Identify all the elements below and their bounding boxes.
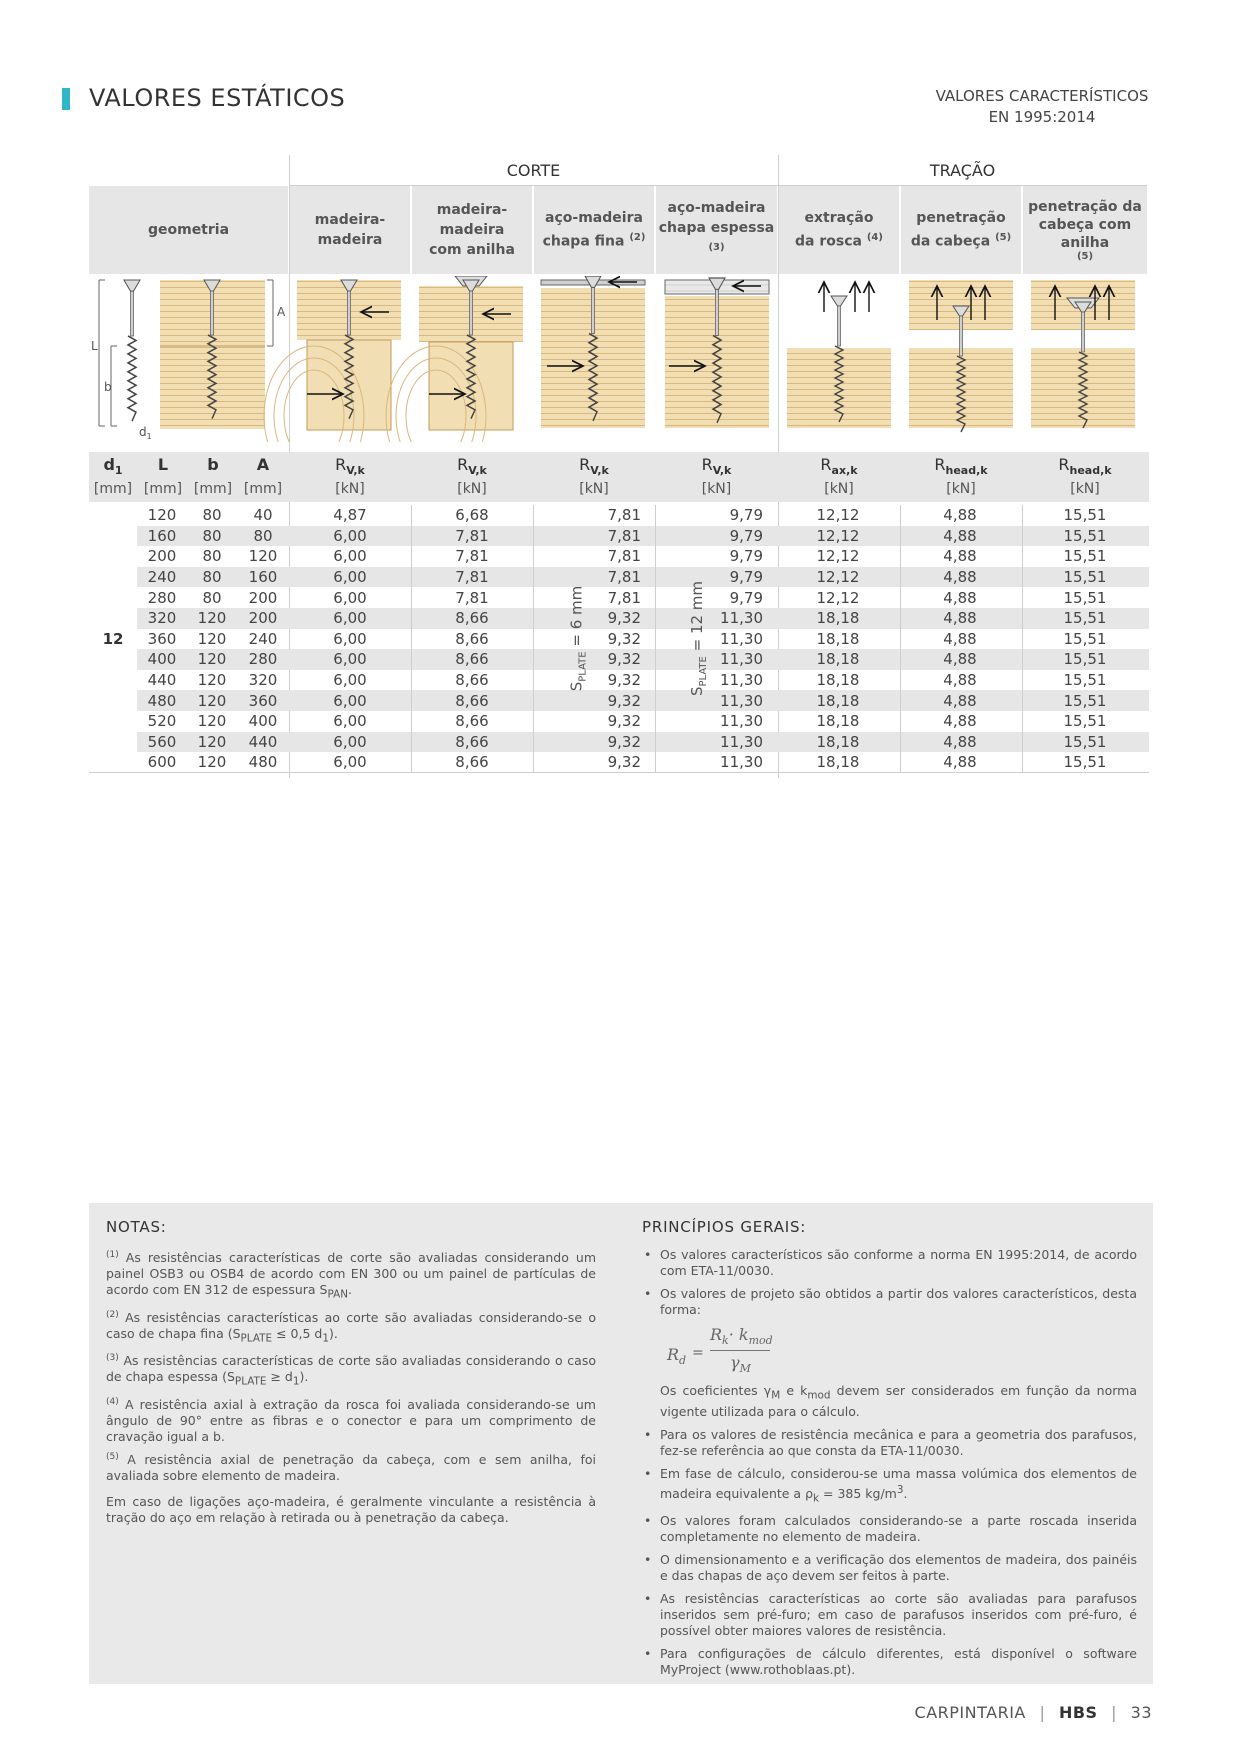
note-item: $^{(4)}$ A resistência axial à extração da rosca foi avaliada considerando-se um ângulo de 90° entre as fibras e o conector e para um comprimento de cravação igual a b.	[106, 1396, 596, 1445]
footer-section: CARPINTARIA	[914, 1703, 1026, 1722]
title-accent-bar	[62, 88, 70, 110]
subtitle-line-2: EN 1995:2014	[988, 108, 1096, 126]
table-cell: 12,12	[777, 526, 899, 547]
table-cell: 6,00	[289, 526, 411, 547]
notes-title: NOTAS:	[106, 1218, 167, 1236]
table-row	[89, 546, 1149, 567]
col-divider	[655, 505, 656, 773]
notes-list	[106, 1247, 596, 1526]
table-cell: 40	[253, 506, 273, 525]
table-cell: 4,88	[943, 629, 977, 648]
table-cell: 4,88	[943, 712, 977, 731]
splate-fina-label: $S_{PLATE} = 6$ mm	[567, 585, 589, 692]
principle-item: • Os valores de projeto são obtidos a partir dos valores característicos, desta forma:	[642, 1286, 1137, 1318]
table-cell: 6,00	[333, 547, 367, 566]
table-cell: 4,88	[899, 526, 1021, 547]
table-cell	[89, 670, 137, 691]
table-cell: 8,66	[455, 629, 489, 648]
table-cell: 15,51	[1021, 649, 1149, 670]
table-cell: 4,87	[333, 506, 367, 525]
sym-rvk: $R_{V,k}$	[335, 455, 365, 478]
table-cell: 18,18	[816, 671, 860, 690]
table-cell: 11,30	[720, 671, 763, 690]
table-row	[89, 732, 1149, 753]
table-cell: 15,51	[1021, 732, 1149, 753]
unit-kn: [kN]	[457, 481, 487, 497]
table-cell: 18,18	[777, 608, 899, 629]
table-cell: 560	[137, 732, 187, 753]
table-cell	[89, 690, 137, 711]
table-row	[89, 608, 1149, 629]
table-cell: 15,51	[1063, 671, 1107, 690]
footer-page-number: 33	[1130, 1703, 1152, 1722]
table-cell: 15,51	[1021, 567, 1149, 588]
header-label: aço-madeira	[667, 200, 766, 217]
table-cell: 4,88	[943, 506, 977, 525]
note-item: $^{(2)}$ As resistências características ao corte são avaliadas considerando-se o caso de chapa fina ($S_{PLATE} \le 0,5$ $d_1$).	[106, 1309, 596, 1345]
header-label: chapa espessa	[658, 220, 775, 237]
table-cell: 160	[137, 526, 187, 547]
table-row	[89, 567, 1149, 588]
table-cell: 7,81	[411, 526, 533, 547]
table-cell: 18,18	[777, 690, 899, 711]
table-cell	[89, 505, 137, 526]
table-cell: 520	[147, 712, 177, 731]
sym-raxk: $R_{ax,k}$	[820, 455, 858, 478]
table-cell: 360	[237, 690, 289, 711]
table-cell: 4,88	[943, 671, 977, 690]
table-cell: 9,79	[729, 588, 763, 607]
d1-value: 12	[102, 630, 124, 648]
table-cell: 4,88	[899, 732, 1021, 753]
unit-kn: [kN]	[824, 481, 854, 497]
table-cell: 6,00	[333, 753, 367, 772]
unit-kn: [kN]	[579, 481, 609, 497]
header-label: madeira-madeira	[314, 212, 386, 248]
table-cell: 12,12	[816, 588, 860, 607]
sym-d1: $d_1$	[103, 455, 123, 478]
footnote-ref: (4)	[866, 232, 883, 244]
table-cell: 320	[137, 608, 187, 629]
table-cell: 120	[187, 690, 237, 711]
table-cell: 7,81	[533, 567, 655, 588]
table-cell: 80	[187, 526, 237, 547]
table-cell: 480	[137, 690, 187, 711]
unit-mm: [mm]	[143, 481, 183, 497]
table-cell: 240	[137, 567, 187, 588]
footer-separator: |	[1039, 1703, 1046, 1722]
header-label: penetração	[916, 210, 1006, 227]
sym-rvk: $R_{V,k}$	[457, 455, 487, 478]
table-cell: 7,81	[411, 567, 533, 588]
table-cell	[89, 732, 137, 753]
table-cell: 9,79	[655, 567, 777, 588]
table-cell: 120	[248, 547, 278, 566]
sym-L: L	[157, 455, 169, 474]
table-cell: 200	[248, 588, 278, 607]
sym-b: b	[207, 455, 219, 474]
table-cell: 120	[187, 649, 237, 670]
geom-label-b: b	[104, 380, 112, 394]
table-cell: 8,66	[411, 690, 533, 711]
coef-note: Os coeficientes $\gamma_M$ e $k_{mod}$ devem ser considerados em função da norma vigente utilizada para o cálculo.	[660, 1383, 1137, 1419]
note-extra: Em caso de ligações aço-madeira, é geralmente vinculante a resistência à tração do aço em relação à retirada ou à penetração da cabeça.	[106, 1494, 596, 1526]
note-item: $^{(3)}$ As resistências características de corte são avaliadas considerando o caso de chapa espessa $(S_{PLATE} \ge d_1)$.	[106, 1353, 596, 1388]
table-cell: 9,32	[533, 690, 655, 711]
table-row	[89, 526, 1149, 547]
table-cell: 15,51	[1063, 506, 1107, 525]
table-cell: 280	[237, 649, 289, 670]
header-label: penetração da	[1028, 199, 1142, 215]
splate-espessa-label: $S_{PLATE} = 12$ mm	[688, 580, 710, 697]
table-cell: 15,51	[1021, 526, 1149, 547]
table-bottom-line	[89, 772, 1149, 773]
principle-item: • Os valores foram calculados considerando-se a parte roscada inserida completamente no elemento de madeira.	[642, 1513, 1137, 1545]
principle-item: • O dimensionamento e a verificação dos elementos de madeira, dos painéis e das chapas de aço devem ser feitos à parte.	[642, 1552, 1137, 1584]
table-cell: 80	[202, 588, 222, 607]
table-cell: 7,81	[455, 547, 489, 566]
principle-item: • Para configurações de cálculo diferentes, está disponível o software MyProject (www.rothoblaas.pt).	[642, 1646, 1137, 1678]
footnote-ref: (2)	[629, 232, 646, 244]
header-label: geometria	[147, 222, 230, 238]
header-geometria	[89, 186, 288, 274]
table-cell: 7,81	[533, 526, 655, 547]
header-label: da rosca	[795, 233, 862, 250]
note-item: $^{(5)}$ A resistência axial de penetração da cabeça, com e sem anilha, foi avaliada sobre elemento de madeira.	[106, 1452, 596, 1484]
table-cell: 9,79	[729, 547, 763, 566]
table-cell	[89, 567, 137, 588]
table-cell: 120	[187, 608, 237, 629]
principle-item: • Em fase de cálculo, considerou-se uma massa volúmica dos elementos de madeira equivalente a $\rho_k = 385$ $kg/m^3$.	[642, 1466, 1137, 1507]
table-cell: 4,88	[899, 690, 1021, 711]
header-aco-fina	[534, 186, 654, 274]
table-cell: 400	[248, 712, 278, 731]
table-cell: 11,30	[720, 712, 763, 731]
table-cell: 9,32	[607, 629, 641, 648]
table-cell: 12,12	[777, 567, 899, 588]
table-cell: 7,81	[607, 506, 641, 525]
table-cell: 6,00	[333, 629, 367, 648]
illustrations	[89, 276, 1149, 442]
table-cell: 120	[187, 732, 237, 753]
table-cell: 4,88	[899, 649, 1021, 670]
table-cell	[89, 649, 137, 670]
table-cell: 6,00	[333, 671, 367, 690]
table-cell: 18,18	[816, 629, 860, 648]
table-cell: 240	[248, 629, 278, 648]
table-cell: 15,51	[1063, 629, 1107, 648]
table-cell: 120	[197, 671, 227, 690]
table-cell: 9,32	[607, 753, 641, 772]
table-cell: 4,88	[943, 588, 977, 607]
sym-A: A	[256, 455, 270, 474]
notes-box	[89, 1203, 1153, 1684]
header-extracao	[779, 186, 899, 274]
formula: $R_d$ = $R_k\cdot k_{mod}$ $\gamma_M$	[667, 1325, 773, 1376]
subtitle-line-1: VALORES CARACTERÍSTICOS	[935, 87, 1149, 105]
header-penetracao	[901, 186, 1021, 274]
table-cell: 6,00	[289, 732, 411, 753]
note-item: $^{(1)}$ As resistências características de corte são avaliadas considerando um painel OSB3 ou OSB4 de acordo com EN 300 ou um painel de partículas de acordo com EN 312 de espessura $S_{PAN}$.	[106, 1250, 596, 1301]
table-cell: 9,32	[533, 649, 655, 670]
table-cell: 440	[147, 671, 177, 690]
footer-separator: |	[1111, 1703, 1118, 1722]
diagram-madeira-anilha	[386, 276, 523, 442]
table-cell: 4,88	[943, 547, 977, 566]
principle-item: • Para os valores de resistência mecânica e para a geometria dos parafusos, fez-se referência ao que consta da ETA-11/0030.	[642, 1427, 1137, 1459]
header-label: cabeça com anilha	[1038, 217, 1132, 251]
header-label: aço-madeira	[545, 210, 643, 227]
geometry-diagram	[99, 280, 273, 429]
header-madeira-madeira	[290, 186, 410, 274]
table-cell: 11,30	[655, 649, 777, 670]
table-cell	[89, 526, 137, 547]
principles-title: PRINCÍPIOS GERAIS:	[642, 1218, 807, 1236]
table-cell: 15,51	[1063, 753, 1107, 772]
table-cell: 200	[147, 547, 177, 566]
diagram-penetracao-anilha	[1031, 280, 1135, 428]
table-cell: 15,51	[1063, 588, 1107, 607]
unit-kn: [kN]	[335, 481, 365, 497]
table-cell: 320	[248, 671, 278, 690]
group-corte: CORTE	[506, 161, 561, 180]
footnote-ref: (3)	[708, 242, 725, 254]
table-cell	[89, 752, 137, 773]
sym-rvk: $R_{V,k}$	[701, 455, 732, 478]
sym-rvk: $R_{V,k}$	[579, 455, 609, 478]
table-cell: 15,51	[1021, 690, 1149, 711]
table-cell: 8,66	[411, 732, 533, 753]
col-divider	[900, 505, 901, 773]
table-cell: 9,32	[607, 671, 641, 690]
table-cell: 120	[197, 753, 227, 772]
table-cell: 8,66	[455, 671, 489, 690]
unit-mm: [mm]	[193, 481, 233, 497]
table-cell: 120	[197, 712, 227, 731]
sym-rheadk: $R_{head,k}$	[1058, 455, 1112, 478]
diagram-penetracao	[909, 280, 1013, 432]
table-row	[89, 587, 1149, 608]
col-divider	[411, 505, 412, 773]
principle-item: • As resistências características ao corte são avaliadas para parafusos inseridos sem pré-furo; em caso de parafusos inseridos com pré-furo, é possível obter maiores valores de resistência.	[642, 1591, 1137, 1639]
table-cell: 6,00	[289, 608, 411, 629]
table-cell	[89, 608, 137, 629]
header-label: chapa fina	[542, 233, 625, 250]
table-cell	[89, 587, 137, 608]
header-label: da cabeça	[910, 233, 991, 250]
table-cell: 200	[237, 608, 289, 629]
header-penetracao-anilha	[1023, 186, 1147, 274]
table-cell: 6,00	[333, 712, 367, 731]
table-cell: 440	[237, 732, 289, 753]
unit-kn: [kN]	[701, 481, 732, 497]
table-cell: 18,18	[777, 649, 899, 670]
table-cell: 6,00	[289, 567, 411, 588]
table-row	[89, 505, 1149, 526]
table-cell: 7,81	[607, 547, 641, 566]
table-cell: 18,18	[777, 732, 899, 753]
unit-kn: [kN]	[1070, 481, 1100, 497]
geom-label-d1: $d_1$	[139, 425, 152, 441]
footnote-ref: (5)	[1076, 251, 1094, 262]
table-cell: 8,66	[411, 608, 533, 629]
table-cell: 8,66	[411, 649, 533, 670]
table-cell: 9,79	[655, 526, 777, 547]
table-cell: 9,32	[533, 608, 655, 629]
group-tracao: TRAÇÃO	[929, 161, 996, 180]
table-row	[89, 752, 1149, 773]
table-cell: 6,68	[455, 506, 489, 525]
table-cell: 8,66	[455, 753, 489, 772]
table-cell: 12,12	[816, 506, 860, 525]
table-cell: 15,51	[1021, 608, 1149, 629]
table-cell: 6,00	[333, 588, 367, 607]
table-cell: 80	[202, 547, 222, 566]
table-cell	[89, 546, 137, 567]
table-cell: 6,00	[289, 649, 411, 670]
diagram-extracao	[787, 282, 891, 428]
table-cell: 4,88	[899, 567, 1021, 588]
table-cell: 15,51	[1063, 712, 1107, 731]
table-cell: 360	[147, 629, 177, 648]
table-cell: 7,81	[607, 588, 641, 607]
header-madeira-anilha	[412, 186, 532, 274]
table-row	[89, 629, 1149, 650]
table-cell: 280	[147, 588, 177, 607]
table-cell: 4,88	[899, 608, 1021, 629]
page-footer	[915, 1703, 1152, 1722]
table-cell: 11,30	[720, 629, 763, 648]
table-cell: 400	[137, 649, 187, 670]
table-cell: 7,81	[455, 588, 489, 607]
table-cell: 15,51	[1063, 547, 1107, 566]
col-divider	[1022, 505, 1023, 773]
table-cell: 11,30	[655, 608, 777, 629]
geom-label-A: A	[277, 305, 286, 319]
table-cell: 9,32	[533, 732, 655, 753]
principles-list	[642, 1247, 1137, 1685]
table-cell: 6,00	[289, 690, 411, 711]
table-cell: 4,88	[943, 753, 977, 772]
table-row	[89, 711, 1149, 732]
table-cell: 12,12	[816, 547, 860, 566]
table-cell: 9,32	[607, 712, 641, 731]
table-cell: 18,18	[816, 712, 860, 731]
table-row	[89, 670, 1149, 691]
principle-item: • Os valores característicos são conforme a norma EN 1995:2014, de acordo com ETA-11/0030.	[642, 1247, 1137, 1279]
diagram-aco-fina	[541, 276, 645, 428]
table-row	[89, 690, 1149, 711]
table-cell	[89, 711, 137, 732]
table-cell: 11,30	[655, 690, 777, 711]
table-cell: 480	[248, 753, 278, 772]
table-cell: 8,66	[455, 712, 489, 731]
values-table	[89, 505, 1149, 773]
header-aco-espessa	[656, 186, 777, 274]
diagram-aco-espessa	[665, 278, 769, 428]
table-cell: 600	[147, 753, 177, 772]
header-label: madeira-madeira	[436, 202, 508, 238]
table-row	[89, 649, 1149, 670]
table-cell: 11,30	[720, 753, 763, 772]
table-cell: 18,18	[816, 753, 860, 772]
col-divider	[533, 505, 534, 773]
table-cell: 9,79	[729, 506, 763, 525]
unit-mm: [mm]	[93, 481, 133, 497]
table-cell: 11,30	[655, 732, 777, 753]
sym-rheadk: $R_{head,k}$	[934, 455, 988, 478]
table-cell: 80	[202, 506, 222, 525]
table-cell: 80	[187, 567, 237, 588]
footnote-ref: (5)	[995, 232, 1012, 244]
table-cell: 160	[237, 567, 289, 588]
table-cell: 80	[237, 526, 289, 547]
table-cell: 120	[197, 629, 227, 648]
table-cell: 120	[147, 506, 177, 525]
header-label: extração	[804, 210, 874, 227]
page-subtitle	[920, 86, 1164, 128]
page-title: VALORES ESTÁTICOS	[89, 84, 346, 112]
unit-kn: [kN]	[946, 481, 976, 497]
unit-mm: [mm]	[243, 481, 283, 497]
geom-label-L: L	[91, 339, 98, 353]
header-label: com anilha	[429, 242, 515, 258]
footer-product: HBS	[1058, 1703, 1098, 1722]
